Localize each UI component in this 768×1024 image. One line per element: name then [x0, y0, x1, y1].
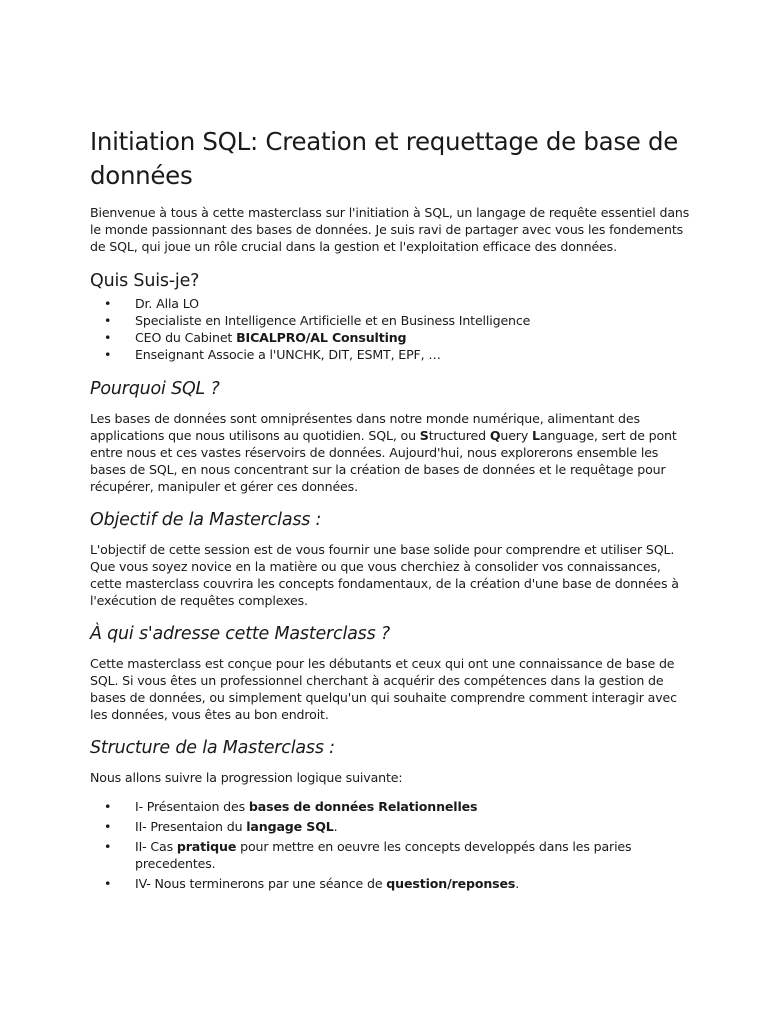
list-item: • CEO du Cabinet BICALPRO/AL Consulting: [104, 330, 407, 345]
structure-intro: Nous allons suivre la progression logique suivante:: [90, 770, 403, 785]
bullet-icon: •: [104, 296, 112, 311]
structure-list: [90, 798, 690, 892]
list-item: • Dr. Alla LO: [104, 296, 199, 311]
bullet-icon: •: [104, 819, 112, 834]
company-name: BICALPRO/AL Consulting: [236, 330, 407, 345]
list-item: • II- Presentaion du langage SQL.: [104, 819, 338, 834]
list-item: • Enseignant Associe a l'UNCHK, DIT, ESMT, EPF, …: [104, 347, 441, 362]
why-paragraph: Les bases de données sont omniprésentes dans notre monde numérique, alimentant des applications que nous utilisons au quotidien. SQL, ou Structured Query Language, sert de pont entre nous et ces vastes réservoirs de données. Aujourd'hui, nous explorerons ensemble les bases de SQL, en nous concentrant sur la création de bases de données et le requêtage pour récupérer, manipuler et gérer ces données.: [90, 411, 677, 494]
bullet-icon: •: [104, 876, 112, 891]
bullet-icon: •: [104, 330, 112, 345]
structure-heading: Structure de la Masterclass :: [90, 738, 335, 758]
list-item: • Specialiste en Intelligence Artificielle et en Business Intelligence: [104, 313, 531, 328]
list-item: • II- Cas pratique pour mettre en oeuvre les concepts developpés dans les paries precedentes.: [104, 839, 632, 871]
bullet-icon: •: [104, 839, 112, 854]
bullet-icon: •: [104, 347, 112, 362]
whoami-list: [90, 295, 690, 363]
document-title: Initiation SQL: Creation et requettage de base de données: [90, 127, 679, 190]
whoami-heading: Quis Suis-je?: [90, 271, 200, 291]
objective-heading: Objectif de la Masterclass :: [90, 510, 322, 530]
audience-paragraph: Cette masterclass est conçue pour les débutants et ceux qui ont une connaissance de base de SQL. Si vous êtes un professionnel cherchant à acquérir des compétences dans la gestion de bases de données, ou simplement quelqu'un qui souhaite comprendre comment interagir avec les données, vous êtes au bon endroit.: [90, 656, 677, 722]
list-item: • I- Présentaion des bases de données Relationnelles: [104, 799, 478, 814]
bullet-icon: •: [104, 313, 112, 328]
objective-paragraph: L'objectif de cette session est de vous fournir une base solide pour comprendre et utiliser SQL. Que vous soyez novice en la matière ou que vous cherchiez à consolider vos connaissances, cette masterclass couvrira les concepts fondamentaux, de la création d'une base de données à l'exécution de requêtes complexes.: [90, 542, 679, 608]
intro-paragraph: Bienvenue à tous à cette masterclass sur l'initiation à SQL, un langage de requête essentiel dans le monde passionnant des bases de données. Je suis ravi de partager avec vous les fondements de SQL, qui joue un rôle crucial dans la gestion et l'exploitation efficace des données.: [90, 205, 690, 254]
why-heading: Pourquoi SQL ?: [90, 379, 220, 399]
bullet-icon: •: [104, 799, 112, 814]
document-content: [90, 125, 690, 895]
list-item: • IV- Nous terminerons par une séance de question/reponses.: [104, 876, 520, 891]
audience-heading: À qui s'adresse cette Masterclass ?: [90, 624, 390, 644]
